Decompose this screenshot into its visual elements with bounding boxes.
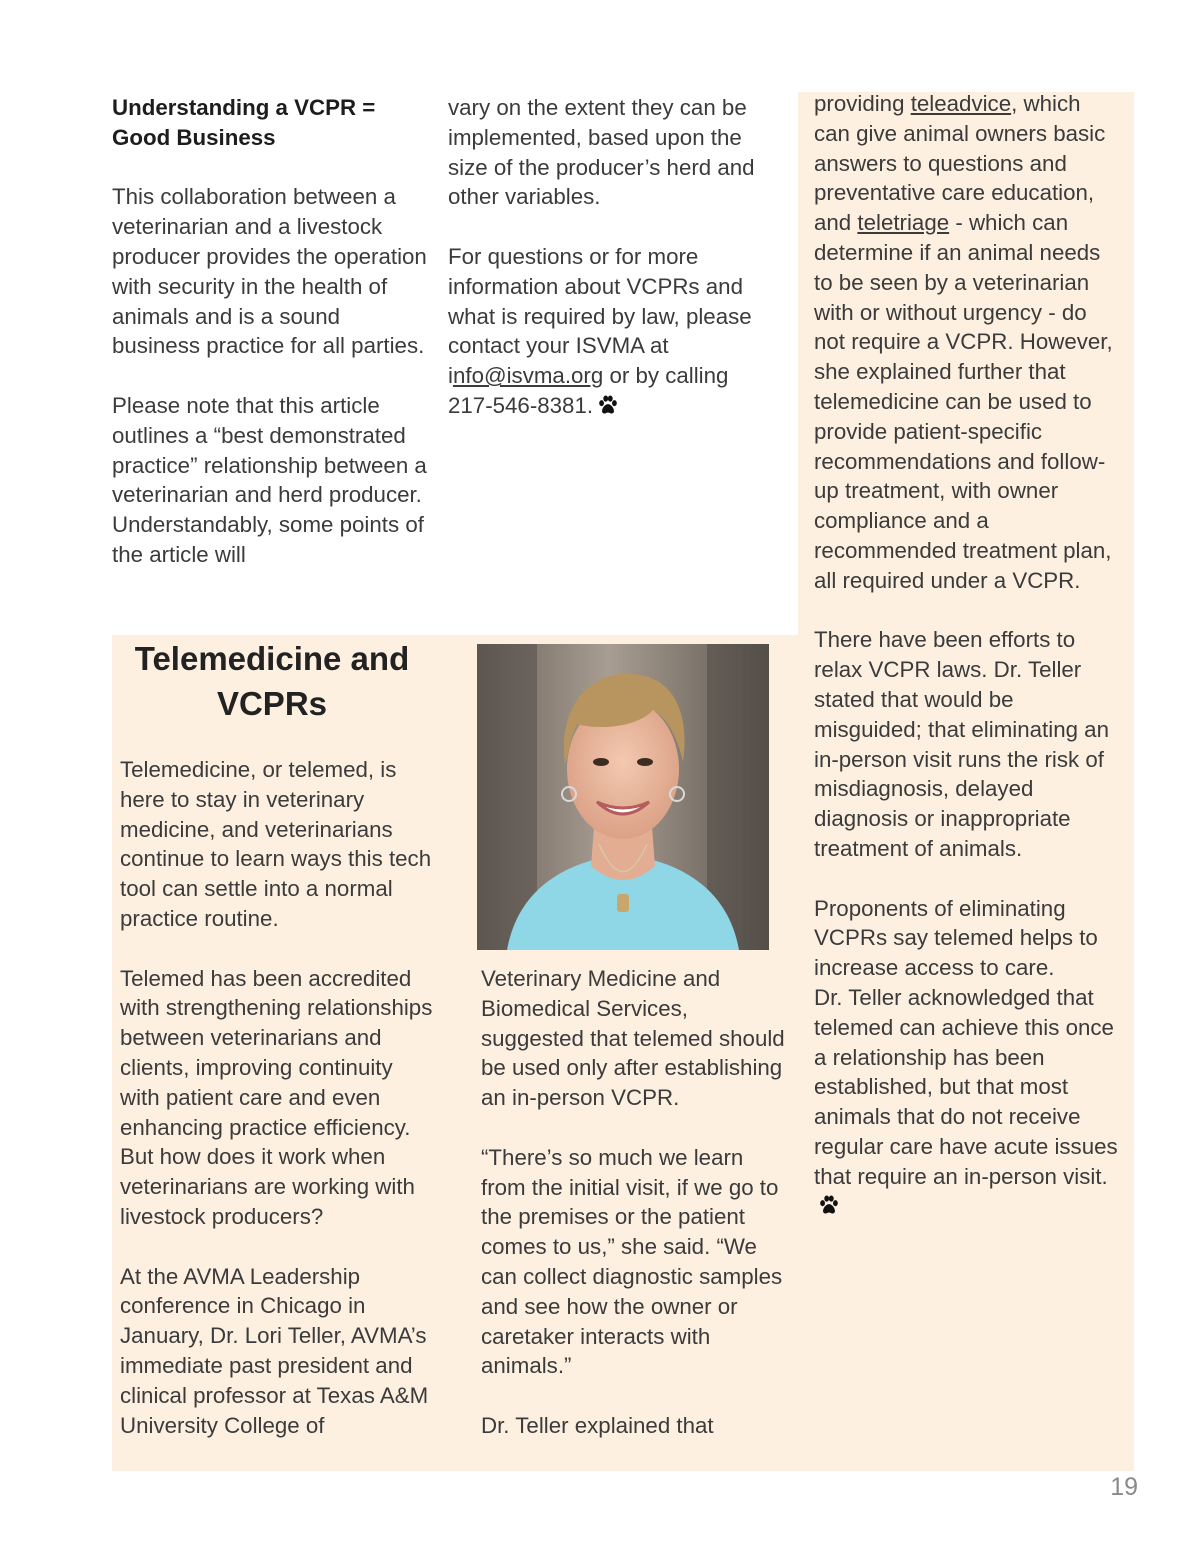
section-left-column xyxy=(120,755,435,1440)
paragraph xyxy=(814,89,1120,596)
text-span: Dr. Teller acknowledged that telemed can achieve this once a relationship has been established, but that most animals that do not receive regular care have acute issues that require an in-person visit. xyxy=(814,984,1118,1189)
teleadvice-link[interactable]: teleadvice xyxy=(910,91,1012,116)
paragraph: At the AVMA Leadership conference in Chicago in January, Dr. Lori Teller, AVMA’s immediate past president and clinical professor at Texas A&M University College of xyxy=(120,1263,429,1438)
paragraph: Please note that this article outlines a “best demonstrated practice” relationship between a veterinarian and herd producer. Understandably, some points of the article will xyxy=(112,392,427,567)
section-right-column xyxy=(481,964,789,1441)
portrait-photo xyxy=(477,644,769,950)
text-span: For questions or for more information about VCPRs and what is required by law, please contact your ISVMA at i xyxy=(448,243,752,389)
text-span: or by calling 217-546-8381. xyxy=(448,363,729,418)
paragraph: Veterinary Medicine and Biomedical Services, suggested that telemed should be used only after establishing an in-person VCPR. xyxy=(481,966,785,1111)
portrait-illustration xyxy=(477,644,769,950)
text-span: - which can determine if an animal needs to be seen by a veterinarian with or without urgency - do not require a VCPR. However, she explained further that telemedicine can be used to provide patient-specific recommendations and follow-up treatment, with owner compliance and a recommended treatment plan, all required under a VCPR. xyxy=(814,210,1113,593)
paragraph: This collaboration between a veterinarian and a livestock producer provides the operation with security in the health of animals and is a sound business practice for all parties. xyxy=(112,184,427,359)
column-1 xyxy=(112,93,432,570)
column-3 xyxy=(814,89,1120,1221)
paw-icon xyxy=(818,1194,840,1216)
text-span: , which can give animal owners basic answers to questions and preventative care education, and xyxy=(814,91,1106,236)
paragraph: vary on the extent they can be implemented, based upon the size of the producer’s herd and other variables. xyxy=(448,95,755,210)
paragraph: There have been efforts to relax VCPR laws. Dr. Teller stated that would be misguided; that eliminating an in-person visit runs the risk of misdiagnosis, delayed diagnosis or inappropriate treatment of animals. xyxy=(814,627,1109,861)
section-heading: Understanding a VCPR = Good Business xyxy=(112,95,376,150)
paragraph xyxy=(814,894,1120,1222)
paragraph: Dr. Teller explained that xyxy=(481,1412,714,1438)
paragraph: Telemed has been accredited with strengthening relationships between veterinarians and clients, improving continuity with patient care and even enhancing practice efficiency. But how does it work when veterinarians are working with livestock producers? xyxy=(120,965,433,1229)
text-span: Proponents of eliminating VCPRs say telemed helps to increase access to care. xyxy=(814,895,1098,981)
paragraph: “There’s so much we learn from the initial visit, if we go to the premises or the patient comes to us,” she said. “We can collect diagnostic samples and see how the owner or caretaker interacts with animals.” xyxy=(481,1144,783,1379)
paragraph xyxy=(448,242,768,421)
paw-icon xyxy=(597,394,619,416)
text-span: providing xyxy=(814,91,911,116)
paragraph: Telemedicine, or telemed, is here to stay in veterinary medicine, and veterinarians continue to learn ways this tech tool can settle into a normal practice routine. xyxy=(120,757,432,931)
column-2 xyxy=(448,93,768,421)
email-link[interactable]: nfo@isvma.org xyxy=(452,363,604,389)
page-number: 19 xyxy=(1110,1473,1138,1501)
teletriage-link[interactable]: teletriage xyxy=(857,210,950,236)
article-title: Telemedicine and VCPRs xyxy=(134,640,410,722)
